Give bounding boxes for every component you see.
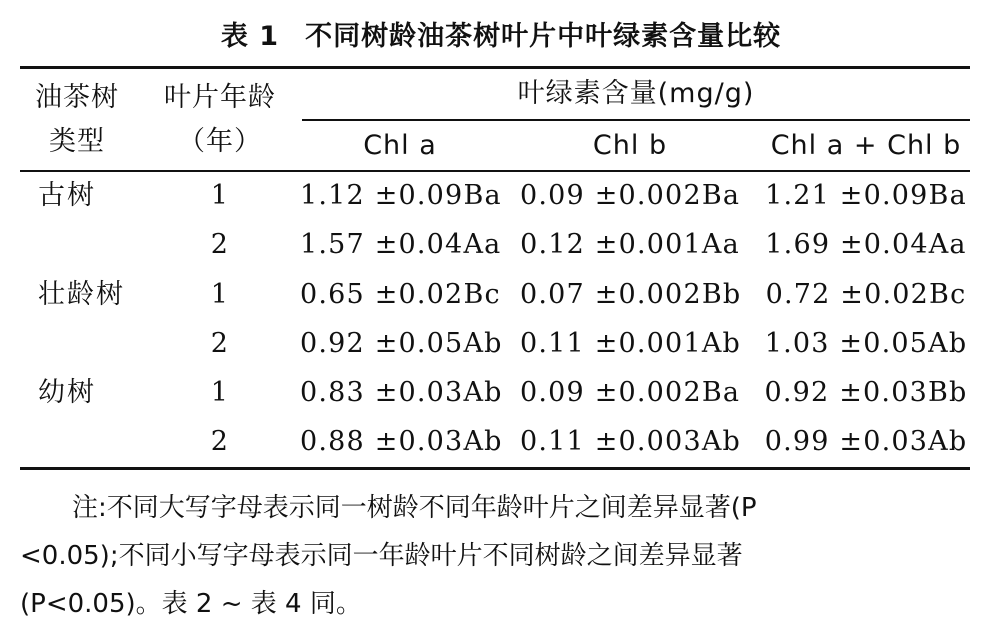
header-leaf-age-line1: 叶片年龄 bbox=[164, 82, 276, 113]
table-number: 表 1 bbox=[220, 21, 280, 52]
table-note-line1: 注:不同大写字母表示同一树龄不同年龄叶片之间差异显著(P bbox=[20, 493, 757, 523]
row5-chl-a: 0.83 ±0.03Ab bbox=[300, 377, 503, 408]
header-tree-type-line2: 类型 bbox=[49, 126, 105, 157]
row3-chl-ab: 0.72 ±0.02Bc bbox=[765, 279, 967, 310]
header-rule bbox=[20, 170, 970, 172]
row4-chl-b: 0.11 ±0.001Ab bbox=[520, 328, 742, 359]
row2-chl-ab: 1.69 ±0.04Aa bbox=[765, 229, 967, 260]
header-chl-a: Chl a bbox=[363, 130, 437, 161]
row5-chl-ab: 0.92 ±0.03Bb bbox=[764, 377, 968, 408]
header-leaf-age-line2: （年） bbox=[178, 126, 262, 157]
bottom-rule bbox=[20, 467, 970, 470]
row5-chl-b: 0.09 ±0.002Ba bbox=[520, 377, 741, 408]
table-note-line3: (P<0.05)。表 2 ~ 表 4 同。 bbox=[20, 589, 362, 619]
header-subrule bbox=[302, 119, 970, 121]
row2-age: 2 bbox=[210, 229, 230, 260]
row2-chl-a: 1.57 ±0.04Aa bbox=[300, 229, 502, 260]
table-title bbox=[0, 14, 1002, 53]
row4-age: 2 bbox=[210, 328, 230, 359]
header-chl-ab: Chl a + Chl b bbox=[770, 130, 962, 161]
row-type-mature: 壮龄树 bbox=[38, 279, 125, 310]
row5-age: 1 bbox=[210, 377, 230, 408]
table-title-text: 不同树龄油茶树叶片中叶绿素含量比较 bbox=[305, 21, 782, 52]
row-type-young: 幼树 bbox=[38, 377, 96, 408]
row6-chl-ab: 0.99 ±0.03Ab bbox=[764, 426, 968, 457]
header-chl-b: Chl b bbox=[592, 130, 668, 161]
table-note-line2: <0.05);不同小写字母表示同一年龄叶片不同树龄之间差异显著 bbox=[20, 541, 743, 571]
row4-chl-a: 0.92 ±0.05Ab bbox=[300, 328, 503, 359]
row2-chl-b: 0.12 ±0.001Aa bbox=[520, 229, 740, 260]
row3-age: 1 bbox=[210, 279, 230, 310]
row3-chl-b: 0.07 ±0.002Bb bbox=[520, 279, 742, 310]
row1-chl-b: 0.09 ±0.002Ba bbox=[520, 180, 741, 211]
header-chlorophyll-group: 叶绿素含量(mg/g) bbox=[517, 78, 755, 109]
row6-chl-b: 0.11 ±0.003Ab bbox=[520, 426, 742, 457]
top-rule bbox=[20, 66, 970, 69]
row1-age: 1 bbox=[210, 180, 230, 211]
row3-chl-a: 0.65 ±0.02Bc bbox=[300, 279, 501, 310]
row1-chl-ab: 1.21 ±0.09Ba bbox=[765, 180, 967, 211]
row6-chl-a: 0.88 ±0.03Ab bbox=[300, 426, 503, 457]
row4-chl-ab: 1.03 ±0.05Ab bbox=[764, 328, 968, 359]
row6-age: 2 bbox=[210, 426, 230, 457]
row1-chl-a: 1.12 ±0.09Ba bbox=[300, 180, 502, 211]
header-tree-type-line1: 油茶树 bbox=[35, 82, 119, 113]
row-type-ancient: 古树 bbox=[38, 180, 96, 211]
